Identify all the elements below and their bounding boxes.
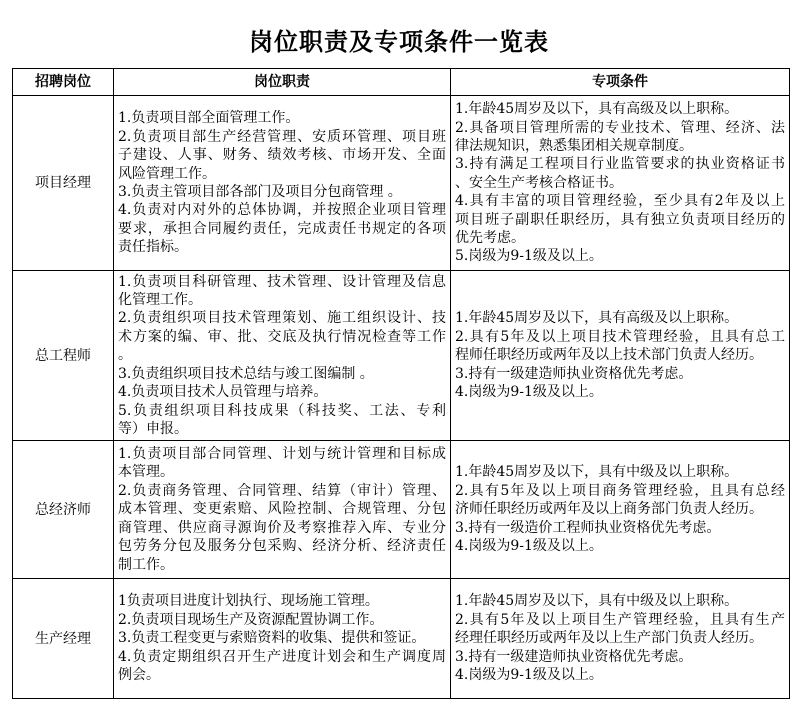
duties-cell (114, 441, 451, 579)
requirement-item (455, 247, 785, 265)
duty-line: 4.负责项目技术人员管理与培养。 (118, 384, 328, 401)
requirement-line: 3.持有一级建造师执业资格优先考虑。 (455, 365, 693, 382)
duty-line: 1.负责项目科研管理、技术管理、设计管理及信息 (118, 273, 446, 290)
duty-line: 1.负责项目部合同管理、计划与统计管理和目标成 (118, 446, 446, 463)
requirement-item (455, 155, 785, 192)
requirement-item (455, 666, 785, 684)
duty-line: 1负责项目进度计划执行、现场施工管理。 (118, 593, 379, 610)
requirement-line: 2.具有5年及以上项目技术管理经验，且具有总工 (455, 328, 785, 345)
requirement-item (455, 482, 785, 519)
requirement-line: 2.具备项目管理所需的专业技术、管理、经济、法 (455, 119, 785, 136)
requirement-line: 1.年龄45周岁及以下，具有高级及以上职称。 (455, 101, 739, 118)
table-row (13, 441, 790, 579)
duty-line: 责任指标。 (118, 239, 188, 256)
requirement-line: 项目班子副职任职经历，具有独立负责项目经历的 (455, 211, 785, 228)
requirement-item (455, 100, 785, 118)
document-title: 岗位职责及专项条件一览表 (249, 27, 549, 56)
requirement-line: 4.岗级为9-1级及以上。 (455, 538, 603, 555)
duty-line: 2.负责组织项目技术管理策划、施工组织设计、技 (118, 310, 446, 327)
requirement-item (455, 365, 785, 383)
requirement-line: 3.持有一级建造师执业资格优先考虑。 (455, 648, 693, 665)
requirement-item (455, 592, 785, 610)
table-row (13, 579, 790, 699)
position-cell (13, 271, 114, 441)
requirement-line: 1.年龄45周岁及以下，具有中级及以上职称。 (455, 593, 739, 610)
duty-line: 包劳务分包及服务分包采购、经济分析、经济责任 (118, 538, 446, 555)
requirement-item (455, 383, 785, 401)
duty-item (118, 445, 446, 482)
duty-item (118, 109, 446, 127)
duty-line: 风险管理工作。 (118, 165, 216, 182)
duty-line: 化管理工作。 (118, 292, 202, 309)
duty-item (118, 648, 446, 685)
duty-line: 。 (118, 347, 132, 364)
duty-line: 术方案的编、审、批、交底及执行情况检查等工作 (118, 328, 446, 345)
requirement-line: 3.持有一级造价工程师执业资格优先考虑。 (455, 519, 721, 536)
duty-item (118, 273, 446, 310)
duty-item (118, 592, 446, 610)
duty-item (118, 365, 446, 383)
duty-line: 2.负责商务管理、合同管理、结算（审计）管理、 (118, 482, 446, 499)
requirement-item (455, 648, 785, 666)
position-label: 生产经理 (35, 630, 91, 647)
duties-cell (114, 96, 451, 271)
requirement-line: 优先考虑。 (455, 230, 525, 247)
position-cell (13, 96, 114, 271)
duties-cell (114, 271, 451, 441)
position-label: 项目经理 (35, 175, 91, 191)
requirement-line: 经理任职经历或两年及以上生产部门负责人经历。 (455, 630, 763, 647)
duty-line: 5.负责组织项目科技成果（科技奖、工法、专利 (118, 402, 446, 419)
duty-line: 等）申报。 (118, 420, 188, 437)
duty-line: 3.负责工程变更与索赔资料的收集、提供和签证。 (118, 630, 426, 647)
duty-line: 3.负责主管项目部各部门及项目分包商管理 。 (118, 184, 402, 200)
table-row (13, 96, 790, 271)
requirements-cell (451, 271, 790, 441)
positions-table (12, 68, 790, 699)
header-row (13, 69, 790, 96)
duty-line: 本管理。 (118, 464, 174, 481)
position-cell (13, 579, 114, 699)
requirement-line: 程师任职经历或两年及以上技术部门负责人经历。 (455, 347, 763, 364)
requirement-line: 5.岗级为9-1级及以上。 (455, 248, 603, 265)
duty-item (118, 183, 446, 201)
duty-item (118, 611, 446, 629)
requirement-line: 4.岗级为9-1级及以上。 (455, 667, 603, 684)
requirement-item (455, 537, 785, 555)
duty-item (118, 482, 446, 574)
requirement-item (455, 328, 785, 365)
duty-line: 制工作。 (118, 556, 174, 573)
table-row (13, 271, 790, 441)
requirements-cell (451, 441, 790, 579)
duty-item (118, 128, 446, 183)
duty-item (118, 309, 446, 364)
duties-cell (114, 579, 451, 699)
requirement-item (455, 192, 785, 247)
duty-line: 4.负责对内对外的总体协调，并按照企业项目管理 (118, 202, 446, 219)
requirement-line: 、安全生产考核合格证书。 (455, 174, 623, 191)
duty-line: 4.负责定期组织召开生产进度计划会和生产调度周 (118, 648, 446, 665)
requirement-line: 1.年龄45周岁及以下，具有中级及以上职称。 (455, 464, 739, 481)
position-cell (13, 441, 114, 579)
requirement-line: 2.具有5年及以上项目商务管理经验，且具有总经 (455, 482, 785, 499)
duty-line: 2.负责项目现场生产及资源配置协调工作。 (118, 611, 384, 628)
duty-line: 商管理、供应商寻源询价及考察推荐入库、专业分 (118, 519, 446, 536)
header-position: 招聘岗位 (13, 69, 114, 96)
requirement-line: 3.持有满足工程项目行业监管要求的执业资格证书 (455, 156, 785, 173)
requirement-line: 律法规知识，熟悉集团相关规章制度。 (455, 137, 693, 154)
duty-line: 子建设、人事、财务、绩效考核、市场开发、全面 (118, 147, 446, 164)
requirement-item (455, 611, 785, 648)
duty-item (118, 629, 446, 647)
duty-line: 成本管理、变更索赔、风险控制、合规管理、分包 (118, 501, 446, 518)
requirement-line: 4.岗级为9-1级及以上。 (455, 384, 603, 401)
requirement-item (455, 309, 785, 327)
duty-line: 3.负责组织项目技术总结与竣工图编制 。 (118, 365, 374, 382)
requirement-item (455, 519, 785, 537)
requirement-line: 济师任职经历或两年及以上商务部门负责人经历。 (455, 501, 763, 518)
requirement-line: 1.年龄45周岁及以下，具有高级及以上职称。 (455, 310, 739, 327)
duty-item (118, 402, 446, 439)
position-label: 总工程师 (35, 347, 91, 364)
duty-line: 1.负责项目部全面管理工作。 (118, 110, 300, 127)
header-requirements: 专项条件 (451, 69, 790, 96)
requirements-cell (451, 579, 790, 699)
duty-item (118, 383, 446, 401)
requirement-line: 2.具有5年及以上项目生产管理经验，且具有生产 (455, 611, 785, 628)
duty-item (118, 201, 446, 256)
duty-line: 2.负责项目部生产经营管理、安质环管理、项目班 (118, 128, 446, 145)
duty-line: 例会。 (118, 667, 160, 684)
header-duties: 岗位职责 (114, 69, 451, 96)
requirement-line: 4.具有丰富的项目管理经验，至少具有2年及以上 (455, 193, 785, 210)
duty-line: 要求，承担合同履约责任，完成责任书规定的各项 (118, 220, 446, 237)
requirements-cell (451, 96, 790, 271)
position-label: 总经济师 (35, 501, 91, 518)
requirement-item (455, 119, 785, 156)
requirement-item (455, 463, 785, 481)
